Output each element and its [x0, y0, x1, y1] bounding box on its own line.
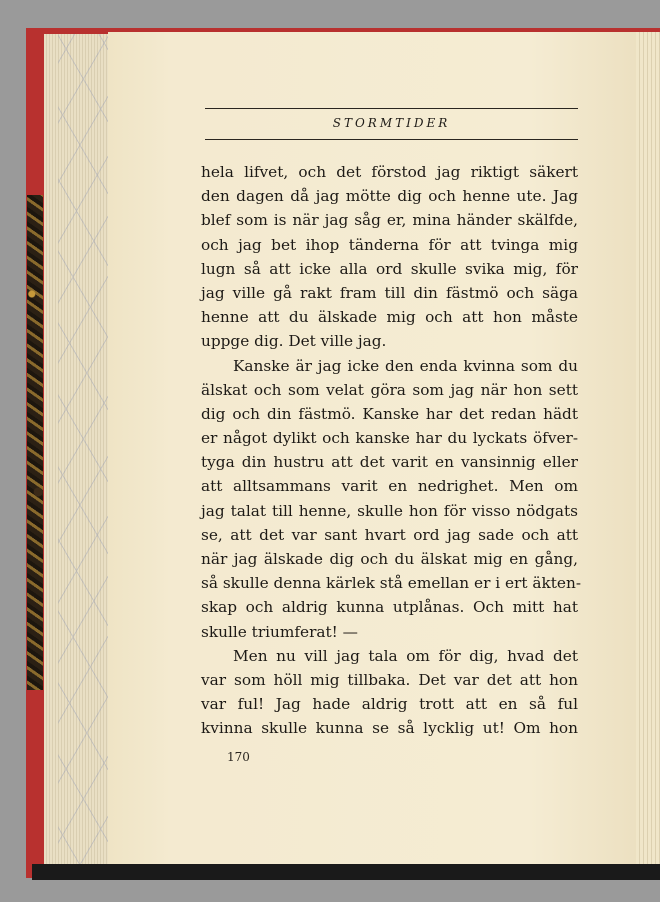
text-line: uppge dig. Det ville jag. — [201, 332, 387, 351]
right-page-edges — [636, 32, 660, 864]
text-line: jag talat till henne, skulle hon för visso nödgats — [201, 501, 578, 520]
text-line: skap och aldrig kunna utplånas. Och mitt hat — [201, 598, 578, 617]
text-line: lugn så att icke alla ord skulle svika mig, för — [201, 259, 578, 278]
text-line: hela lifvet, och det förstod jag riktigt säkert — [201, 163, 578, 181]
text-line: blef som is när jag såg er, mina händer skälfde, — [201, 211, 578, 230]
text-line: kvinna skulle kunna se så lycklig ut! Om hon — [201, 719, 578, 738]
running-head: STORMTIDER — [332, 116, 451, 130]
text-line: så skulle denna kärlek stå emellan er i ert äkten- — [201, 574, 581, 593]
text-line: och jag bet ihop tänderna för att tvinga mig — [201, 235, 578, 254]
text-line: Men nu vill jag tala om för dig, hvad det — [233, 646, 578, 665]
text-line: tyga din hustru att det varit en vansinnig eller — [201, 453, 578, 472]
page-number: 170 — [227, 750, 250, 764]
header-rule-bottom — [205, 139, 578, 140]
text-line: att alltsammans varit en nedrighet. Men om — [201, 477, 578, 496]
header-rule-top — [205, 108, 578, 109]
body-text — [201, 160, 581, 741]
text-line: när jag älskade dig och du älskat mig en gång, — [201, 550, 578, 568]
text-line: var som höll mig tillbaka. Det var det att hon — [201, 670, 578, 689]
text-line: jag ville gå rakt fram till din fästmö och säga — [201, 283, 578, 302]
text-line: henne att du älskade mig och att hon måste — [201, 308, 578, 327]
marbled-endpaper — [27, 195, 43, 690]
text-line: se, att det var sant hvart ord jag sade och att — [201, 525, 578, 544]
text-line: Kanske är jag icke den enda kvinna som du — [233, 356, 578, 375]
page-edge-marbling — [58, 34, 108, 864]
text-line: var ful! Jag hade aldrig trott att en så ful — [201, 695, 578, 714]
text-line: er något dylikt och kanske har du lyckats öfver- — [201, 429, 578, 448]
book-bottom-edge — [32, 864, 660, 880]
text-line: den dagen då jag mötte dig och henne ute. Jag — [201, 187, 578, 206]
text-line: älskat och som velat göra som jag när hon sett — [201, 380, 578, 399]
text-line: skulle triumferat! — — [201, 622, 358, 641]
text-line: dig och din fästmö. Kanske har det redan hädt — [201, 404, 578, 423]
